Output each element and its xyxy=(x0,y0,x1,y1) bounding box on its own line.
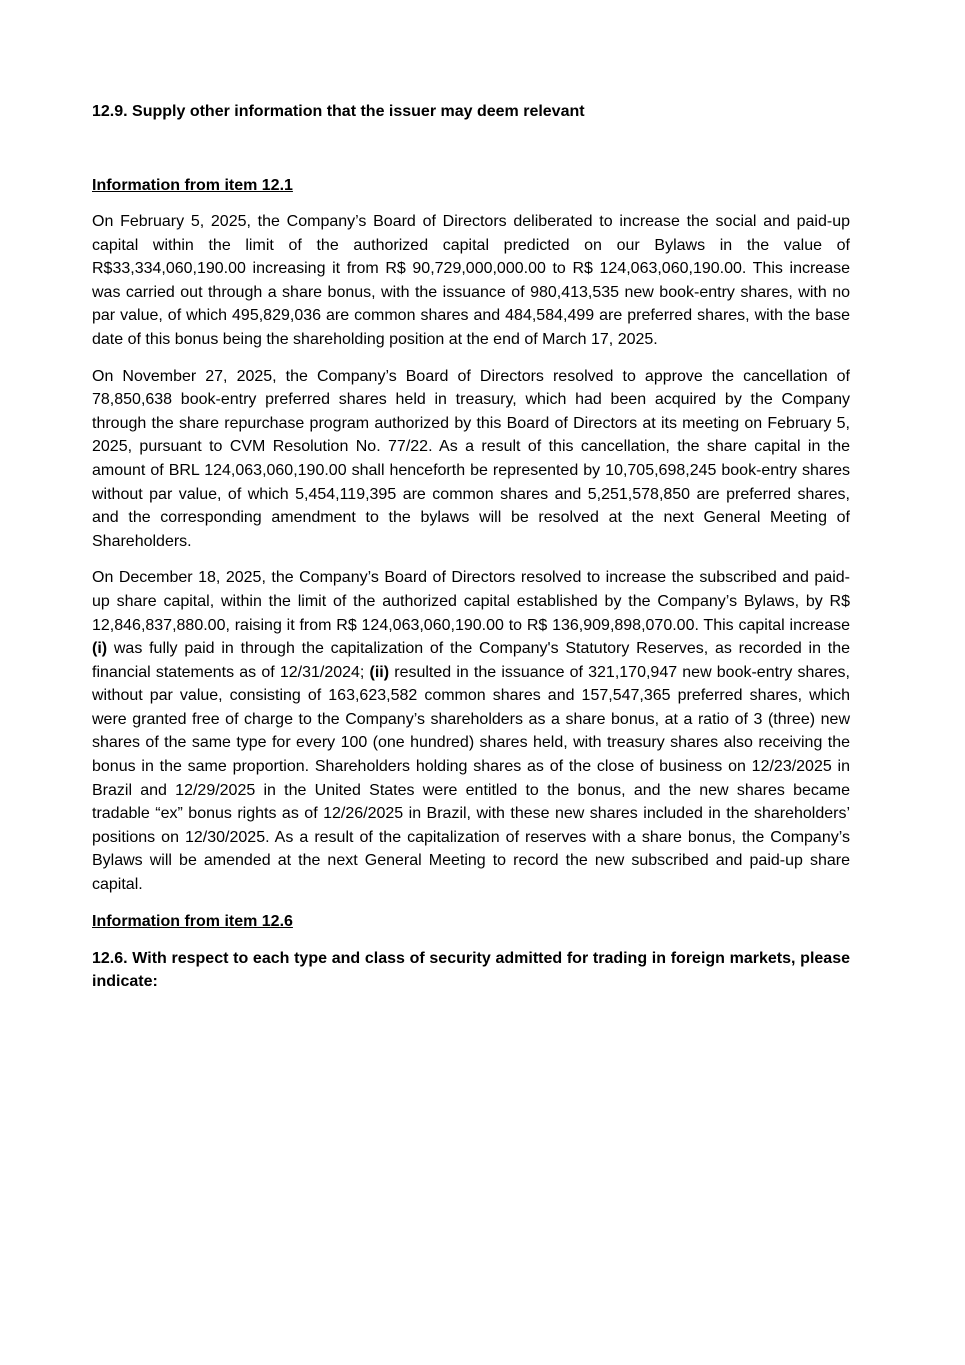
para3-text-1: On December 18, 2025, the Company’s Board of Directors resolved to increase the subscribed and paid-up share capital, within the limit of the authorized capital established by the Company’s Bylaws, by R$ 12,846,837,880.00, raising it from R$ 124,063,060,190.00 to R$ 136,909,898,070.00. This capital increase xyxy=(92,569,850,634)
subhead-item-12-1: Information from item 12.1 xyxy=(92,177,293,194)
marker-i: (i) xyxy=(92,640,108,658)
paragraph-share-cancellation-nov: On November 27, 2025, the Company’s Board of Directors resolved to approve the cancellation of 78,850,638 book-entry preferred shares held in treasury, which had been acquired by the Company through the share repurchase program authorized by this Board of Directors at its meeting on February 5, 2025, pursuant to CVM Resolution No. 77/22. As a result of this cancellation, the share capital in the amount of BRL 124,063,060,190.00 shall henceforth be represented by 10,705,698,245 book-entry shares without par value, of which 5,454,119,395 are common shares and 5,251,578,850 are preferred shares, and the corresponding amendment to the bylaws will be resolved at the next General Meeting of Shareholders. xyxy=(92,367,850,550)
para3-text-3: resulted in the issuance of 321,170,947 new book-entry shares, without par value, consisting of 163,623,582 common shares and 157,547,365 preferred shares, which were granted free of charge to the Company’s shareholders as a share bonus, at a ratio of 3 (three) new shares of the same type for every 100 (one hundred) shares held, with treasury shares also receiving the bonus in the same proportion. Shareholders holding shares as of the close of business on 12/23/2025 in Brazil and 12/29/2025 in the United States were entitled to the bonus, and the new shares became tradable “ex” bonus rights as of 12/26/2025 in Brazil, with these new shares included in the shareholders’ positions on 12/30/2025. As a result of the capitalization of reserves with a share bonus, the Company’s Bylaws will be amended at the next General Meeting to record the new subscribed and paid-up share capital. xyxy=(92,663,851,894)
question-12-6: 12.6. With respect to each type and class of security admitted for trading in foreign markets, please indicate: xyxy=(92,949,850,991)
document-page xyxy=(92,100,850,994)
para3-text-2: was fully paid in through the capitalization of the Company's Statutory Reserves, as recorded in the financial statements as of 12/31/2024; xyxy=(92,640,850,681)
paragraph-capital-increase-feb: On February 5, 2025, the Company’s Board of Directors deliberated to increase the social and paid-up capital within the limit of the authorized capital predicted on our Bylaws in the value of R$33,334,060,190.00 increasing it from R$ 90,729,000,000.00 to R$ 124,063,060,190.00. This increase was carried out through a share bonus, with the issuance of 980,413,535 new book-entry shares, with no par value, of which 495,829,036 are common shares and 484,584,499 are preferred shares, with the base date of this bonus being the shareholding position at the end of March 17, 2025. xyxy=(92,213,850,348)
subhead-item-12-6: Information from item 12.6 xyxy=(92,912,293,930)
paragraph-capital-increase-dec xyxy=(92,566,850,896)
section-title: 12.9. Supply other information that the issuer may deem relevant xyxy=(92,103,585,120)
marker-ii: (ii) xyxy=(369,663,390,681)
